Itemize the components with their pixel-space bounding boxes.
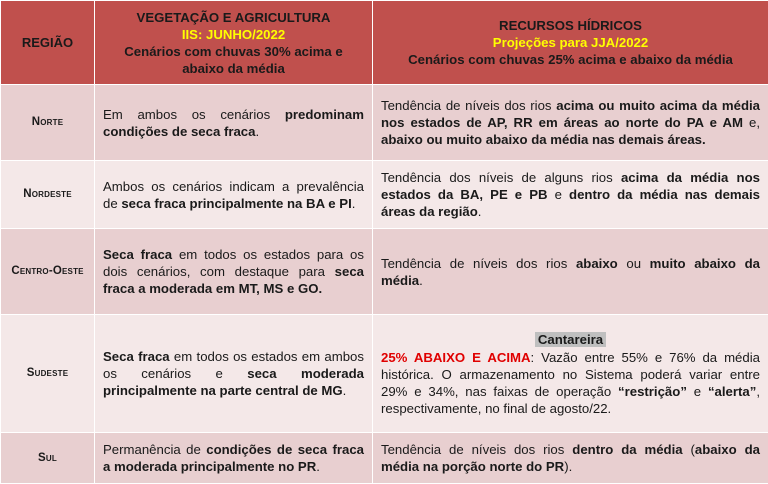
highlight-text: Seca fraca [103, 247, 172, 262]
cantareira-heading [381, 331, 760, 348]
vegetation-cell [95, 315, 373, 433]
region-cell: Nordeste [1, 161, 95, 229]
highlight-text: abaixo ou muito abaixo da média nas demais áreas. [381, 132, 706, 147]
vegetation-cell [95, 161, 373, 229]
region-cell: Sudeste [1, 315, 95, 433]
highlight-text: condições de seca fraca a moderada principalmente no PR [103, 442, 364, 474]
cantareira-label: Cantareira [535, 332, 606, 347]
text-segment: . [255, 124, 259, 139]
vegetation-subtitle: IIS: JUNHO/2022 [103, 26, 364, 43]
text-segment: ). [564, 459, 572, 474]
text-segment: ( [683, 442, 695, 457]
water-resources-subtitle: Projeções para JJA/2022 [381, 34, 760, 51]
text-segment: em todos os estados em ambos os cenários e [103, 349, 364, 381]
scenario-label: 25% ABAIXO E ACIMA [381, 350, 531, 365]
region-cell: Centro-Oeste [1, 229, 95, 315]
highlight-text: dentro da média [572, 442, 682, 457]
table-row [1, 85, 768, 161]
table-row [1, 315, 768, 433]
region-cell: Norte [1, 85, 95, 161]
text-segment: Tendência de níveis dos rios [381, 256, 576, 271]
highlight-text: abaixo da média na porção norte do PR [381, 442, 760, 474]
text-segment: Tendência dos níveis de alguns rios [381, 170, 621, 185]
text-segment: e, [743, 115, 760, 130]
highlight-text: “restrição” [618, 384, 687, 399]
vegetation-cell [95, 229, 373, 315]
vegetation-header [95, 1, 373, 85]
vegetation-cell [95, 433, 373, 484]
highlight-text: “alerta” [708, 384, 756, 399]
vegetation-cell [95, 85, 373, 161]
region-cell: Sul [1, 433, 95, 484]
highlight-text: seca fraca principalmente na BA e PI [121, 196, 351, 211]
text-segment: ou [618, 256, 650, 271]
text-segment: . [352, 196, 356, 211]
highlight-text: abaixo [576, 256, 618, 271]
text-segment: e [687, 384, 708, 399]
text-segment: em todos os estados para os dois cenários, com destaque para [103, 247, 364, 279]
highlight-text: seca fraca a moderada em MT, MS e GO. [103, 264, 364, 296]
water-resources-cell [373, 315, 768, 433]
water-resources-cell [373, 85, 768, 161]
highlight-text: muito abaixo da média [381, 256, 760, 288]
vegetation-title: VEGETAÇÃO E AGRICULTURA [103, 9, 364, 26]
water-resources-header [373, 1, 768, 85]
highlight-text: acima da média nos estados da BA, PE e PB [381, 170, 760, 202]
water-resources-cell [373, 229, 768, 315]
water-resources-description: Cenários com chuvas 25% acima e abaixo da média [381, 51, 760, 68]
text-segment: Tendência de níveis dos rios [381, 98, 556, 113]
highlight-text: seca moderada principalmente na parte central de MG [103, 366, 364, 398]
cantareira-text [381, 349, 760, 417]
text-segment: : Vazão entre 55% e 76% da média histórica. O armazenamento no Sistema poderá variar entre 29% e 34%, nas faixas de operação [381, 350, 760, 399]
text-segment: e [548, 187, 569, 202]
text-segment: Tendência de níveis dos rios [381, 442, 572, 457]
text-segment: . [343, 383, 347, 398]
highlight-text: dentro da média nas demais áreas da região [381, 187, 760, 219]
text-segment: . [316, 459, 320, 474]
text-segment: , respectivamente, no final de agosto/22. [381, 384, 760, 416]
water-resources-cell [373, 161, 768, 229]
table-row [1, 161, 768, 229]
text-segment: . [478, 204, 482, 219]
text-segment: Ambos os cenários indicam a prevalência de [103, 179, 364, 211]
text-segment: Em ambos os cenários [103, 107, 285, 122]
table-row [1, 229, 768, 315]
highlight-text: predominam condições de seca fraca [103, 107, 364, 139]
text-segment: Permanência de [103, 442, 206, 457]
text-segment: . [419, 273, 423, 288]
table-row [1, 433, 768, 484]
water-resources-cell [373, 433, 768, 484]
vegetation-description: Cenários com chuvas 30% acima e abaixo da média [103, 43, 364, 77]
header-row [1, 1, 768, 85]
region-header: REGIÃO [1, 1, 95, 85]
highlight-text: acima ou muito acima da média nos estados de AP, RR em áreas ao norte do PA e AM [381, 98, 760, 130]
water-resources-title: RECURSOS HÍDRICOS [381, 17, 760, 34]
highlight-text: Seca fraca [103, 349, 170, 364]
